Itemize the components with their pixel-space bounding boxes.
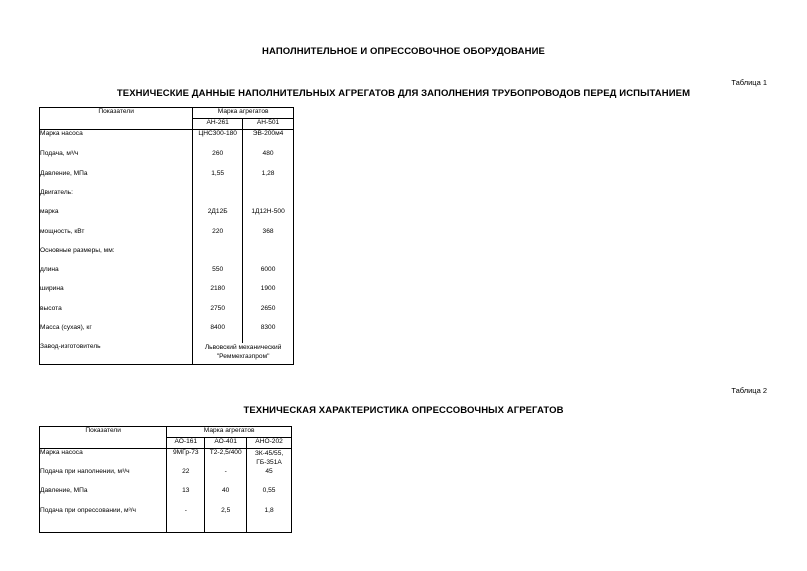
- cell: 0,55: [247, 487, 292, 507]
- row-label: длина: [40, 265, 59, 273]
- table-row: [40, 130, 294, 150]
- table-row: [40, 208, 294, 228]
- table2: [39, 426, 292, 533]
- cell: -: [205, 468, 247, 487]
- row-label: Основные размеры, мм:: [40, 246, 115, 254]
- cell: 260: [193, 150, 243, 170]
- cell: [243, 247, 294, 266]
- row-label: Подача при наполнении, м³/ч: [40, 467, 130, 475]
- page-title: НАПОЛНИТЕЛЬНОЕ И ОПРЕССОВОЧНОЕ ОБОРУДОВАНИЕ: [262, 46, 545, 57]
- table-row: [40, 507, 292, 533]
- table1-header-indicators: Показатели: [40, 108, 193, 130]
- row-label: марка: [40, 207, 59, 215]
- cell: [193, 247, 243, 266]
- table-row: [40, 189, 294, 208]
- row-label: ширина: [40, 284, 64, 292]
- cell: 550: [193, 266, 243, 285]
- cell: -: [167, 507, 205, 533]
- cell: 13: [167, 487, 205, 507]
- manufacturer-cell: Львовский механический "Реммехгазпром": [193, 343, 294, 365]
- cell: 1,28: [243, 170, 294, 189]
- row-label: Давление, МПа: [40, 169, 88, 177]
- cell: 2,5: [205, 507, 247, 533]
- table-row: [40, 487, 292, 507]
- cell: 9МГр-73: [167, 449, 205, 468]
- table-row: [40, 285, 294, 305]
- table-row: [40, 324, 294, 343]
- cell: 1,55: [193, 170, 243, 189]
- table1-column-header: АН-501: [243, 119, 294, 130]
- table1-header-group: Марка агрегатов: [193, 108, 294, 119]
- row-label: Двигатель:: [40, 188, 73, 196]
- table2-column-header: АО-161: [167, 438, 205, 449]
- table-row: [40, 247, 294, 266]
- cell: 1900: [243, 285, 294, 305]
- cell: 8400: [193, 324, 243, 343]
- cell: 45: [247, 468, 292, 487]
- cell: Т2-2,5/400: [205, 449, 247, 468]
- row-label: высота: [40, 304, 62, 312]
- cell: 2750: [193, 305, 243, 324]
- row-label: Давление, МПа: [40, 486, 88, 494]
- cell: 220: [193, 228, 243, 247]
- cell: ЭВ-200м4: [243, 130, 294, 150]
- cell: ЦНС300-180: [193, 130, 243, 150]
- cell: 2180: [193, 285, 243, 305]
- table1: [39, 107, 294, 365]
- cell: 8300: [243, 324, 294, 343]
- row-label: Подача, м³/ч: [40, 149, 79, 157]
- cell: 2Д12Б: [193, 208, 243, 228]
- cell: 2650: [243, 305, 294, 324]
- cell: ЗК-45/55, ГБ-351А: [247, 449, 292, 468]
- table-row: [40, 150, 294, 170]
- table1-title: ТЕХНИЧЕСКИЕ ДАННЫЕ НАПОЛНИТЕЛЬНЫХ АГРЕГАТОВ ДЛЯ ЗАПОЛНЕНИЯ ТРУБОПРОВОДОВ ПЕРЕД ИСПЫТАНИЕМ: [116, 88, 691, 99]
- cell: [193, 189, 243, 208]
- table-row: [40, 228, 294, 247]
- cell: 368: [243, 228, 294, 247]
- row-label: мощность, кВт: [40, 227, 85, 235]
- table-row: [40, 305, 294, 324]
- table-row: [40, 468, 292, 487]
- table1-column-header: АН-261: [193, 119, 243, 130]
- cell: 1Д12Н-500: [243, 208, 294, 228]
- cell: [243, 189, 294, 208]
- table-row: [40, 449, 292, 468]
- table2-column-header: АО-401: [205, 438, 247, 449]
- row-label: Масса (сухая), кг: [40, 323, 92, 331]
- table2-header-indicators: Показатели: [40, 427, 167, 449]
- table2-label: Таблица 2: [731, 386, 767, 395]
- cell: 480: [243, 150, 294, 170]
- table-row: [40, 266, 294, 285]
- cell: 40: [205, 487, 247, 507]
- row-label: Марка насоса: [40, 130, 83, 137]
- row-label: Подача при опрессовании, м³/ч: [40, 506, 136, 514]
- table2-title: ТЕХНИЧЕСКАЯ ХАРАКТЕРИСТИКА ОПРЕССОВОЧНЫХ АГРЕГАТОВ: [243, 405, 564, 416]
- cell: 6000: [243, 266, 294, 285]
- table-row: [40, 170, 294, 189]
- table2-header-group: Марка агрегатов: [167, 427, 292, 438]
- cell: 1,8: [247, 507, 292, 533]
- cell: 22: [167, 468, 205, 487]
- table1-label: Таблица 1: [731, 78, 767, 87]
- table2-column-header: АНО-202: [247, 438, 292, 449]
- row-label: Завод-изготовитель: [40, 342, 101, 350]
- row-label: Марка насоса: [40, 449, 83, 456]
- table-row: [40, 343, 294, 365]
